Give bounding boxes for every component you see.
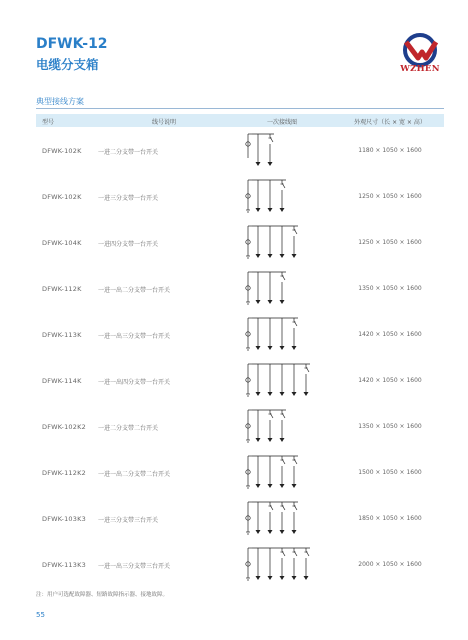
outlet-arrow-icon [256, 208, 261, 212]
outlet-arrow-icon [280, 392, 285, 396]
cell-description: 一进三分支带一台开关 [98, 195, 159, 202]
cell-description: 一进二分支带二台开关 [98, 425, 159, 432]
outlet-arrow-icon [268, 484, 273, 488]
wiring-diagram [222, 358, 342, 404]
outlet-arrow-icon [280, 530, 285, 534]
footnote: 注：用户可选配故障器、短路故障指示器、接地故障。 [36, 592, 169, 598]
table-row [36, 542, 444, 588]
outlet-arrow-icon [268, 254, 273, 258]
outlet-arrow-icon [280, 346, 285, 350]
outlet-arrow-icon [268, 300, 273, 304]
wiring-diagram [222, 128, 342, 174]
outlet-arrow-icon [256, 392, 261, 396]
section-divider [36, 108, 444, 109]
cell-size: 1500 × 1050 × 1600 [358, 469, 422, 476]
cell-size: 1420 × 1050 × 1600 [358, 377, 422, 384]
outlet-arrow-icon [280, 438, 285, 442]
table-row [36, 220, 444, 266]
table-row [36, 266, 444, 312]
wiring-diagram [222, 542, 342, 588]
cell-size: 1250 × 1050 × 1600 [358, 239, 422, 246]
cell-model: DFWK-103K3 [42, 515, 86, 523]
outlet-arrow-icon [304, 576, 309, 580]
col-header-size: 外观尺寸（长 × 宽 × 高） [354, 119, 426, 126]
cell-size: 1250 × 1050 × 1600 [358, 193, 422, 200]
outlet-arrow-icon [292, 346, 297, 350]
outlet-arrow-icon [268, 162, 273, 166]
cell-description: 一进四分支带一台开关 [98, 241, 159, 248]
cell-size: 1350 × 1050 × 1600 [358, 285, 422, 292]
cell-description: 一进二分支带一台开关 [98, 149, 159, 156]
outlet-arrow-icon [256, 300, 261, 304]
table-row [36, 450, 444, 496]
cell-description: 一进一出二分支带二台开关 [98, 471, 171, 478]
wiring-diagram [222, 312, 342, 358]
cell-description: 一进一出四分支带一台开关 [98, 379, 171, 386]
cell-size: 1180 × 1050 × 1600 [358, 147, 422, 154]
wiring-diagram [222, 220, 342, 266]
outlet-arrow-icon [268, 530, 273, 534]
outlet-arrow-icon [292, 530, 297, 534]
wiring-diagram [222, 496, 342, 542]
table-row [36, 312, 444, 358]
wiring-diagram [222, 174, 342, 220]
table-row [36, 128, 444, 174]
cell-description: 一进一出三分支带三台开关 [98, 563, 171, 570]
cell-model: DFWK-114K [42, 377, 82, 385]
outlet-arrow-icon [256, 438, 261, 442]
outlet-arrow-icon [304, 392, 309, 396]
col-header-model: 型号 [42, 119, 55, 126]
cell-size: 1420 × 1050 × 1600 [358, 331, 422, 338]
cell-model: DFWK-104K [42, 239, 82, 247]
wiring-diagram [222, 450, 342, 496]
table-row [36, 404, 444, 450]
outlet-arrow-icon [256, 484, 261, 488]
outlet-arrow-icon [256, 530, 261, 534]
col-header-desc: 线号说明 [151, 119, 176, 126]
cell-model: DFWK-112K [42, 285, 82, 293]
outlet-arrow-icon [256, 576, 261, 580]
section-title: 典型接线方案 [36, 97, 84, 106]
outlet-arrow-icon [280, 484, 285, 488]
outlet-arrow-icon [256, 254, 261, 258]
cell-model: DFWK-113K [42, 331, 82, 339]
table-row [36, 174, 444, 220]
table-row [36, 496, 444, 542]
cell-model: DFWK-102K [42, 193, 82, 201]
wiring-diagram [222, 266, 342, 312]
cell-description: 一进三分支带三台开关 [98, 517, 159, 524]
page-subtitle: 电缆分支箱 [36, 57, 99, 72]
cell-model: DFWK-102K2 [42, 423, 86, 431]
outlet-arrow-icon [280, 576, 285, 580]
outlet-arrow-icon [268, 208, 273, 212]
table-header [36, 114, 444, 127]
cell-size: 1350 × 1050 × 1600 [358, 423, 422, 430]
cell-size: 2000 × 1050 × 1600 [358, 561, 422, 568]
col-header-diagram: 一次接线图 [266, 119, 297, 126]
outlet-arrow-icon [280, 254, 285, 258]
outlet-arrow-icon [292, 484, 297, 488]
outlet-arrow-icon [256, 346, 261, 350]
outlet-arrow-icon [280, 208, 285, 212]
cell-description: 一进一出三分支带一台开关 [98, 333, 171, 340]
outlet-arrow-icon [292, 576, 297, 580]
outlet-arrow-icon [268, 346, 273, 350]
wiring-diagram [222, 404, 342, 450]
outlet-arrow-icon [256, 162, 261, 166]
outlet-arrow-icon [268, 438, 273, 442]
outlet-arrow-icon [292, 254, 297, 258]
outlet-arrow-icon [268, 392, 273, 396]
brand-name: WZHEN [400, 64, 440, 74]
cell-model: DFWK-102K [42, 147, 82, 155]
outlet-arrow-icon [292, 392, 297, 396]
page-number: 55 [36, 611, 45, 619]
outlet-arrow-icon [268, 576, 273, 580]
cell-model: DFWK-113K3 [42, 561, 86, 569]
cell-model: DFWK-112K2 [42, 469, 86, 477]
table-row [36, 358, 444, 404]
page-title: DFWK-12 [36, 36, 108, 52]
outlet-arrow-icon [280, 300, 285, 304]
cell-size: 1850 × 1050 × 1600 [358, 515, 422, 522]
cell-description: 一进一出二分支带一台开关 [98, 287, 171, 294]
